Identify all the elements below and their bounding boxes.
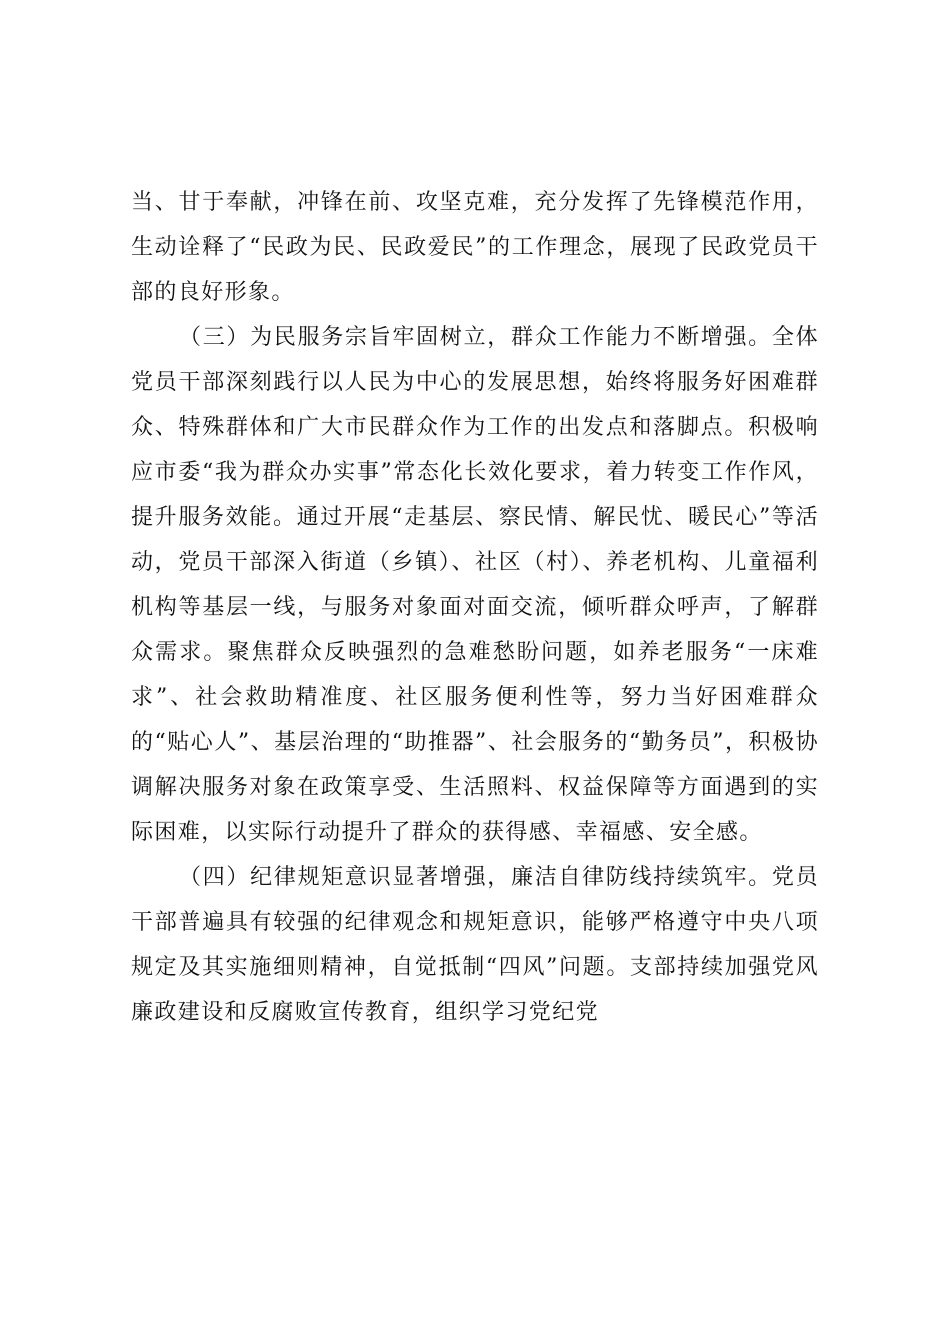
paragraph-section-four: （四）纪律规矩意识显著增强，廉洁自律防线持续筑牢。党员干部普遍具有较强的纪律观念和规矩意识，能够严格遵守中央八项规定及其实施细则精神，自觉抵制“四风”问题。支部持续加强党风廉政建设和反腐败宣传教育，组织学习党纪党 (131, 865, 819, 1025)
body-text (131, 180, 819, 1035)
paragraph-continuation: 当、甘于奉献，冲锋在前、攻坚克难，充分发挥了先锋模范作用，生动诠释了“民政为民、民政爱民”的工作理念，展现了民政党员干部的良好形象。 (131, 190, 819, 305)
paragraph-section-three: （三）为民服务宗旨牢固树立，群众工作能力不断增强。全体党员干部深刻践行以人民为中心的发展思想，始终将服务好困难群众、特殊群体和广大市民群众作为工作的出发点和落脚点。积极响应市委“我为群众办实事”常态化长效化要求，着力转变工作作风，提升服务效能。通过开展“走基层、察民情、解民忧、暖民心”等活动，党员干部深入街道（乡镇）、社区（村）、养老机构、儿童福利机构等基层一线，与服务对象面对面交流，倾听群众呼声，了解群众需求。聚焦群众反映强烈的急难愁盼问题，如养老服务“一床难求”、社会救助精准度、社区服务便利性等，努力当好困难群众的“贴心人”、基层治理的“助推器”、社会服务的“勤务员”，积极协调解决服务对象在政策享受、生活照料、权益保障等方面遇到的实际困难，以实际行动提升了群众的获得感、幸福感、安全感。 (131, 325, 819, 845)
